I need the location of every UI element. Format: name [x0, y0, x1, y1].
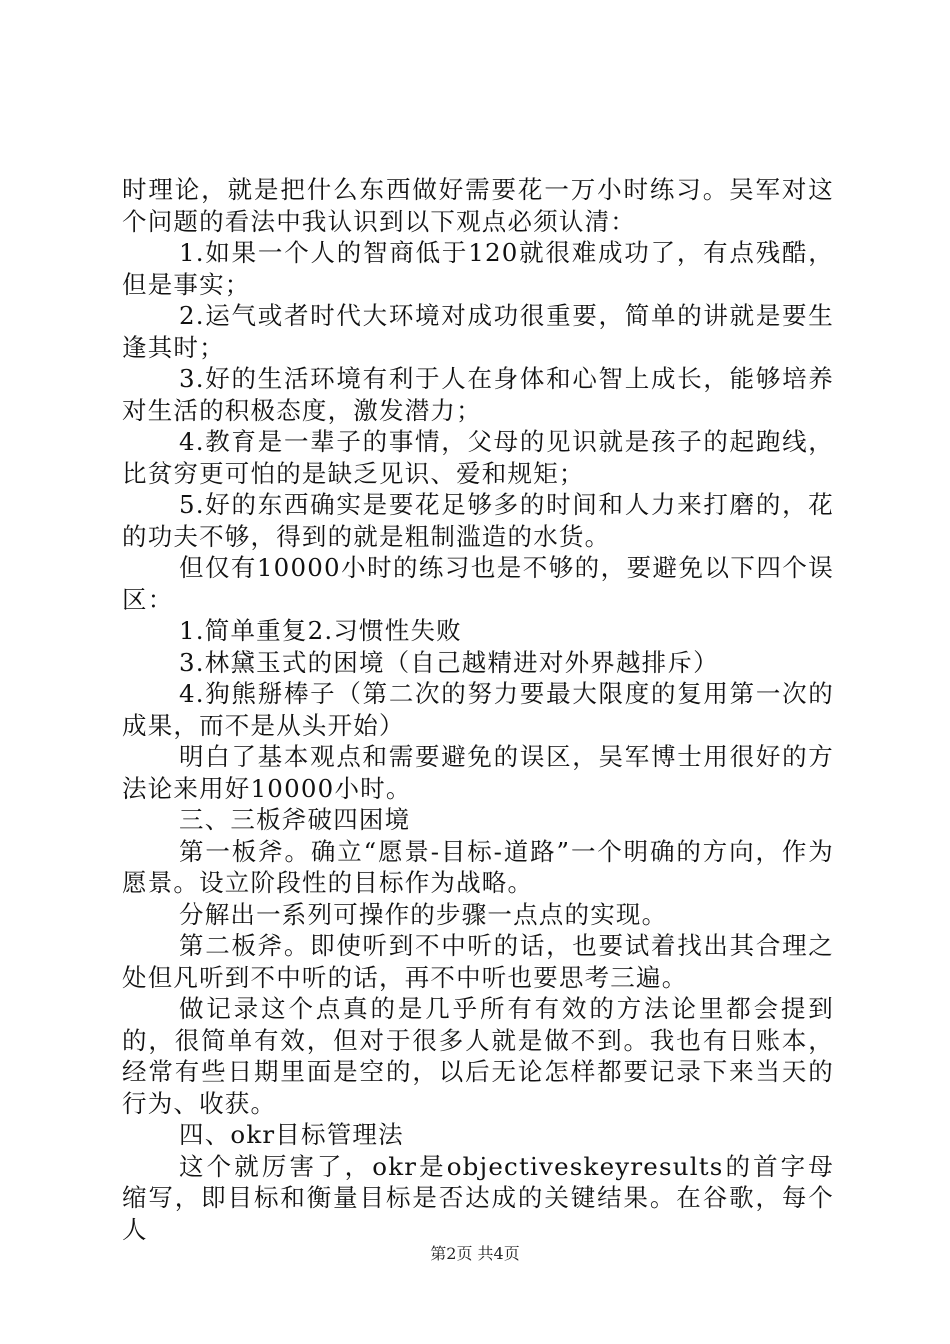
body-paragraph: 第一板斧。确立“愿景-目标-道路”一个明确的方向，作为愿景。设立阶段性的目标作为战略。 — [122, 836, 834, 897]
body-paragraph: 但仅有10000小时的练习也是不够的，要避免以下四个误区： — [122, 553, 834, 614]
body-paragraph: 时理论，就是把什么东西做好需要花一万小时练习。吴军对这个问题的看法中我认识到以下观点必须认清： — [122, 175, 834, 236]
body-paragraph: 4.教育是一辈子的事情，父母的见识就是孩子的起跑线，比贫穷更可怕的是缺乏见识、爱和规矩； — [122, 427, 834, 488]
document-body — [122, 174, 834, 1245]
page-number-footer: 第2页 共4页 — [430, 1244, 520, 1263]
body-paragraph: 5.好的东西确实是要花足够多的时间和人力来打磨的，花的功夫不够，得到的就是粗制滥造的水货。 — [122, 490, 834, 551]
body-paragraph: 3.林黛玉式的困境（自己越精进对外界越排斥） — [179, 647, 719, 677]
body-paragraph: 4.狗熊掰棒子（第二次的努力要最大限度的复用第一次的成果，而不是从头开始） — [122, 679, 834, 740]
body-paragraph: 第二板斧。即使听到不中听的话，也要试着找出其合理之处但凡听到不中听的话，再不中听也要思考三遍。 — [122, 931, 834, 992]
body-paragraph: 明白了基本观点和需要避免的误区，吴军博士用很好的方法论来用好10000小时。 — [122, 742, 834, 803]
body-paragraph: 1.如果一个人的智商低于120就很难成功了，有点残酷，但是事实； — [122, 238, 834, 299]
body-paragraph: 分解出一系列可操作的步骤一点点的实现。 — [179, 899, 668, 929]
body-paragraph: 2.运气或者时代大环境对成功很重要，简单的讲就是要生逢其时； — [122, 301, 834, 362]
section-heading: 四、okr目标管理法 — [179, 1120, 404, 1149]
body-paragraph: 1.简单重复2.习惯性失败 — [179, 616, 462, 645]
section-heading: 三、三板斧破四困境 — [179, 805, 411, 834]
body-paragraph: 3.好的生活环境有利于人在身体和心智上成长，能够培养对生活的积极态度，激发潜力； — [122, 364, 834, 425]
body-paragraph: 这个就厉害了，okr是objectiveskeyresults的首字母缩写，即目标和衡量目标是否达成的关键结果。在谷歌，每个人 — [122, 1151, 834, 1244]
body-paragraph: 做记录这个点真的是几乎所有有效的方法论里都会提到的，很简单有效，但对于很多人就是做不到。我也有日账本，经常有些日期里面是空的，以后无论怎样都要记录下来当天的行为、收获。 — [122, 994, 834, 1118]
